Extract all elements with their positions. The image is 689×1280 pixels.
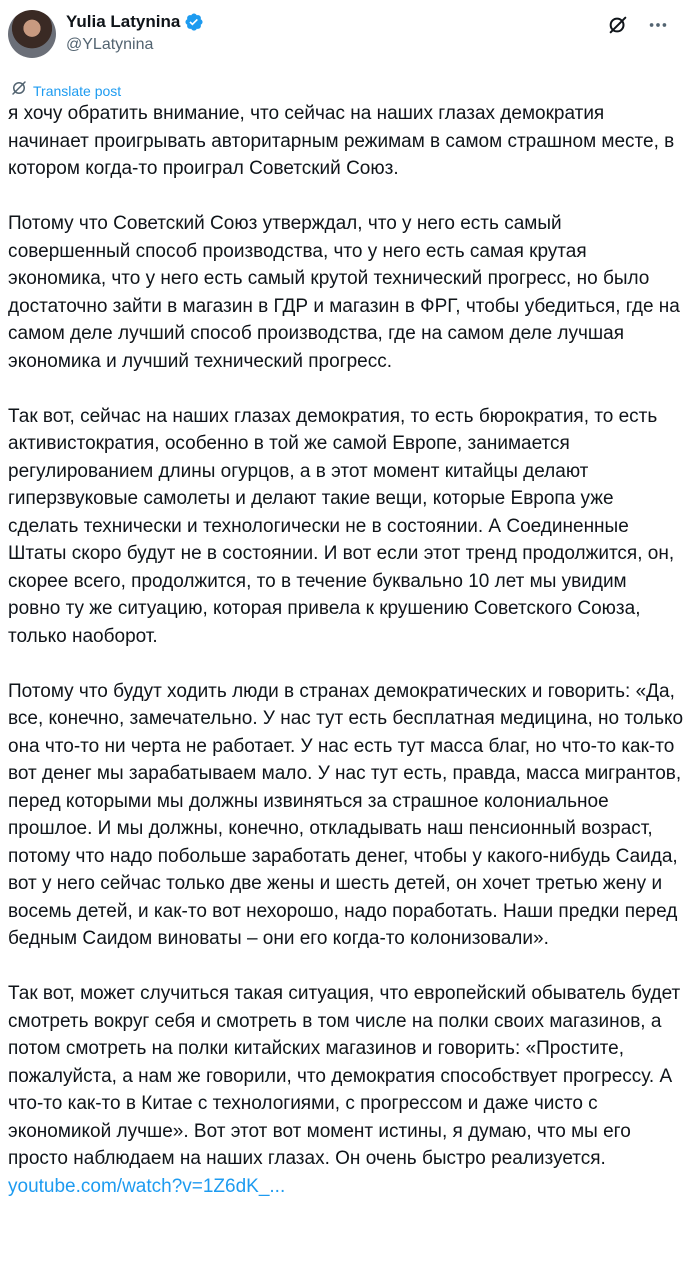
post-paragraph-2: Потому что Советский Союз утверждал, что у него есть самый совершенный способ производства, что у него есть самая крутая экономика, что у него есть самый крутой технический прогресс, но было достаточно зайти в магазин в ГДР и магазин в ФРГ, чтобы убедиться, где на самом деле лучший способ производства, где на самом деле лучшая экономика и лучший технический прогресс. <box>8 213 680 372</box>
post-actions <box>603 10 673 40</box>
more-options-icon[interactable] <box>643 10 673 40</box>
post-header <box>0 0 689 72</box>
post-paragraph-4: Потому что будут ходить люди в странах демократических и говорить: «Да, все, конечно, замечательно. У нас тут есть бесплатная медицина, но только она что-то ни черта не работает. У нас есть тут масса благ, но что-то как-то вот денег мы зарабатываем мало. У нас тут есть, правда, масса мигрантов, перед которыми мы должны извиняться за страшное колониальное прошлое. И мы должны, конечно, откладывать наш пенсионный возраст, потому что надо побольше заработать денег, чтобы у какого-нибудь Саида, вот у него сейчас только две жены и шесть детей, он хочет третью жену и восемь детей, и как-то вот нехорошо, надо поработать. Наши предки перед бедным Саидом виноваты – они его когда-то колонизовали». <box>8 680 684 949</box>
youtube-link[interactable]: youtube.com/watch?v=1Z6dK_... <box>8 1175 286 1197</box>
post-body <box>8 100 684 1200</box>
grok-icon[interactable] <box>603 10 633 40</box>
author-name-row <box>66 12 204 32</box>
avatar[interactable] <box>8 10 56 58</box>
author-handle[interactable]: @YLatynina <box>66 36 154 53</box>
translate-label[interactable]: Translate post <box>33 82 122 99</box>
translate-icon <box>10 79 28 102</box>
verified-badge-icon <box>184 12 204 32</box>
post-paragraph-3: Так вот, сейчас на наших глазах демократия, то есть бюрократия, то есть активистократия, особенно в той же самой Европе, занимается регулированием длины огурцов, а в этот момент китайцы делают гиперзвуковые самолеты и делают такие вещи, которые Европа уже сделать технически и технологически не в состоянии. А Соединенные Штаты скоро будут не в состоянии. И вот если этот тренд продолжится, он, скорее всего, продолжится, то в течение буквально 10 лет мы увидим ровно ту же ситуацию, которая привела к крушению Советского Союза, только наоборот. <box>8 405 675 647</box>
post-paragraph-1: я хочу обратить внимание, что сейчас на наших глазах демократия начинает проигрывать авторитарным режимам в самом страшном месте, в котором когда-то проиграл Советский Союз. <box>8 103 675 179</box>
translate-post-link[interactable] <box>10 79 121 102</box>
post-paragraph-5: Так вот, может случиться такая ситуация, что европейский обыватель будет смотреть вокруг себя и смотреть в том числе на полки своих магазинов, а потом смотреть на полки китайских магазинов и говорить: «Простите, пожалуйста, а нам же говорили, что демократия способствует прогрессу. А что-то как-то в Китае с технологиями, с прогрессом и даже чисто с экономикой лучше». Вот этот вот момент истины, я думаю, что мы его просто наблюдаем на наших глазах. Он очень быстро реализуется. <box>8 983 681 1169</box>
author-name[interactable]: Yulia Latynina <box>66 12 181 31</box>
